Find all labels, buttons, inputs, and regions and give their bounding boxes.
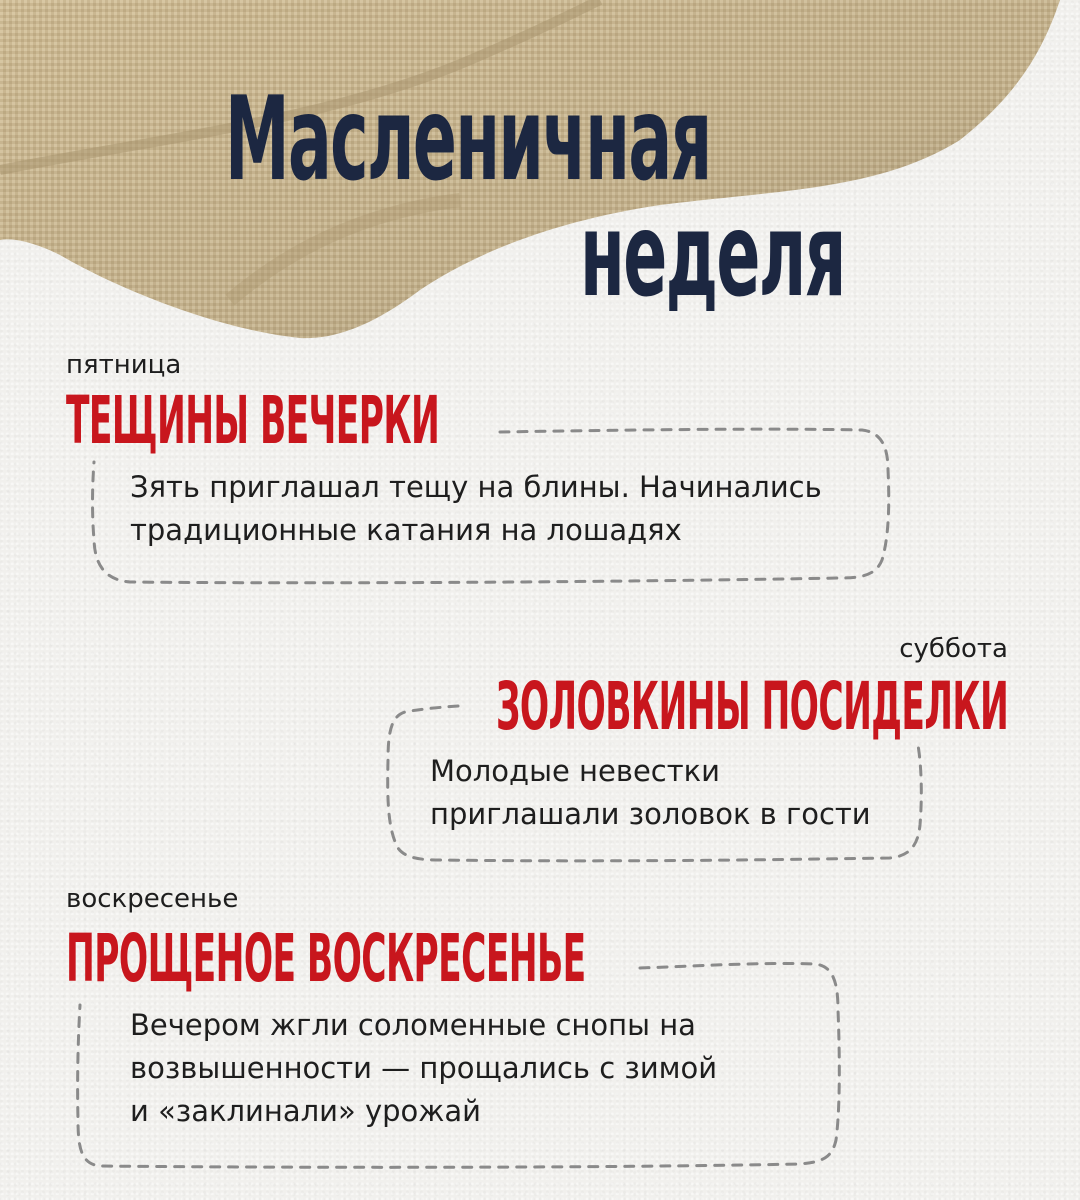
description-saturday-line-2: приглашали золовок в гости [430,797,871,831]
title-line-1: Масленичная [225,72,711,207]
day-label-sunday: воскресенье [66,884,239,914]
description-friday [130,466,822,552]
heading-friday: ТЕЩИНЫ ВЕЧЕРКИ [66,382,440,459]
description-saturday [430,750,871,836]
day-label-saturday: суббота [899,634,1008,664]
heading-sunday: ПРОЩЕНОЕ ВОСКРЕСЕНЬЕ [66,920,586,997]
description-sunday [130,1004,717,1133]
title-line-2: неделя [580,188,845,323]
description-friday-line-1: Зять приглашал тещу на блины. Начинались [130,470,822,504]
description-sunday-line-3: и «заклинали» урожай [130,1094,482,1128]
description-sunday-line-2: возвышенности — прощались с зимой [130,1051,718,1085]
description-friday-line-2: традиционные катания на лошадях [130,513,682,547]
description-sunday-line-1: Вечером жгли соломенные снопы на [130,1008,696,1042]
description-saturday-line-1: Молодые невестки [430,754,720,788]
day-label-friday: пятница [66,350,182,380]
heading-saturday: ЗОЛОВКИНЫ ПОСИДЕЛКИ [495,668,1008,745]
